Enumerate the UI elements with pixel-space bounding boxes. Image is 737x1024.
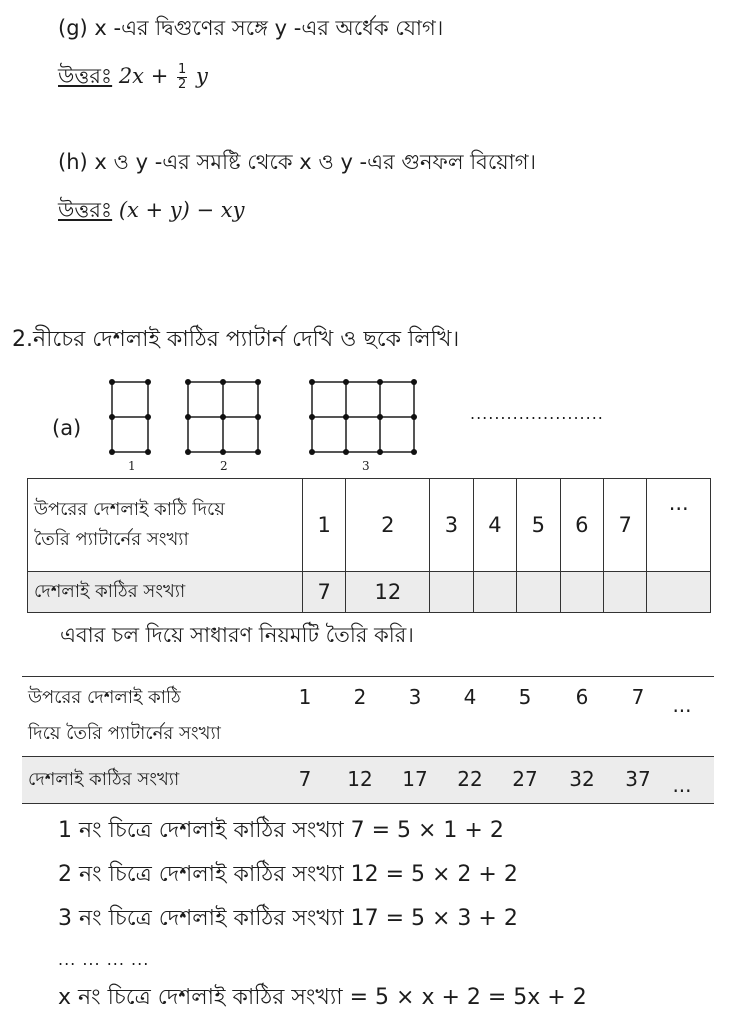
rule-stick-cell: 17 [402,767,428,791]
answer-g-expr-a: 2x + [118,64,169,88]
answer-h-expr: (x + y) − xy [118,198,245,222]
rule-table-stick-row [22,756,714,804]
stick-cell: 12 [346,572,430,613]
stick-count-label: দেশলাই কাঠির সংখ্যা [28,572,303,613]
equation-general: x নং চিত্রে দেশলাই কাঠির সংখ্যা = 5 × x + 2 = 5x + 2 [58,985,587,1010]
rule-stick-cell: 37 [625,767,651,791]
pattern-cell: 7 [603,479,646,572]
figure-label-2: 2 [220,459,228,472]
pattern-cell: 6 [560,479,603,572]
answer-g [58,60,208,95]
pattern-cell: 4 [473,479,516,572]
rule-stick-cell: 32 [569,767,595,791]
stick-cell [517,572,560,613]
answer-label: উত্তরঃ [58,64,113,88]
pattern-cell: ... [647,479,711,572]
equation-ellipsis: ... ... ... ... [58,950,150,969]
figure-label-1: 1 [128,459,136,472]
blank-line: ...................... [470,404,604,423]
matchstick-pattern-3 [312,382,414,452]
rule-pattern-cell: ... [672,693,692,717]
answer-g-expr-b: y [195,64,208,88]
stick-cell [560,572,603,613]
question-g: (g) x -এর দ্বিগুণের সঙ্গে y -এর অর্ধেক যোগ। [58,16,444,40]
rule-pattern-cell: 7 [631,685,645,709]
rule-pattern-cell: 3 [408,685,422,709]
fraction-numerator: 1 [177,61,187,77]
equation-2: 2 নং চিত্রে দেশলাই কাঠির সংখ্যা 12 = 5 × 2 + 2 [58,862,518,887]
question-h: (h) x ও y -এর সমষ্টি থেকে x ও y -এর গুনফল বিয়োগ। [58,150,537,174]
rule-pattern-cell: 5 [518,685,532,709]
part-a-label: (a) [52,416,82,440]
rule-pattern-cell: 1 [298,685,312,709]
stick-cell [473,572,516,613]
pattern-cell: 3 [430,479,473,572]
rule-stick-cell: 12 [347,767,373,791]
stick-cell: 7 [303,572,346,613]
rule-pattern-label-1: উপরের দেশলাই কাঠি [28,687,181,708]
answer-label: উত্তরঃ [58,198,113,222]
equation-1: 1 নং চিত্রে দেশলাই কাঠির সংখ্যা 7 = 5 × 1 + 2 [58,818,504,843]
rule-stick-cell: ... [672,773,692,797]
rule-pattern-label-2: দিয়ে তৈরি প্যাটার্নের সংখ্যা [28,723,221,744]
matchstick-patterns-figure [100,372,430,472]
pattern-cell: 5 [517,479,560,572]
matchstick-pattern-1 [112,382,148,452]
stick-cell [603,572,646,613]
pattern-cell: 1 [303,479,346,572]
rule-stick-cell: 27 [512,767,538,791]
rule-stick-cell: 22 [457,767,483,791]
answer-h [58,194,245,229]
rule-pattern-cell: 4 [463,685,477,709]
fraction-denominator: 2 [177,76,187,92]
stick-cell [430,572,473,613]
question-2-heading: 2.নীচের দেশলাই কাঠির প্যাটার্ন দেখি ও ছকে লিখি। [12,327,460,352]
pattern-count-label: উপরের দেশলাই কাঠি দিয়ে তৈরি প্যাটার্নের সংখ্যা [28,479,303,572]
rule-stick-label: দেশলাই কাঠির সংখ্যা [28,769,180,790]
rule-pattern-cell: 6 [575,685,589,709]
rule-table [22,676,714,804]
answer-g-fraction [177,63,187,92]
figure-label-3: 3 [362,459,370,472]
rule-stick-cell: 7 [298,767,312,791]
equation-3: 3 নং চিত্রে দেশলাই কাঠির সংখ্যা 17 = 5 × 3 + 2 [58,906,518,931]
stick-cell [647,572,711,613]
rule-pattern-cell: 2 [353,685,367,709]
pattern-table [27,478,711,613]
rule-table-pattern-row [22,676,714,756]
pattern-cell: 2 [346,479,430,572]
instruction-text: এবার চল দিয়ে সাধারণ নিয়মটি তৈরি করি। [60,623,414,647]
